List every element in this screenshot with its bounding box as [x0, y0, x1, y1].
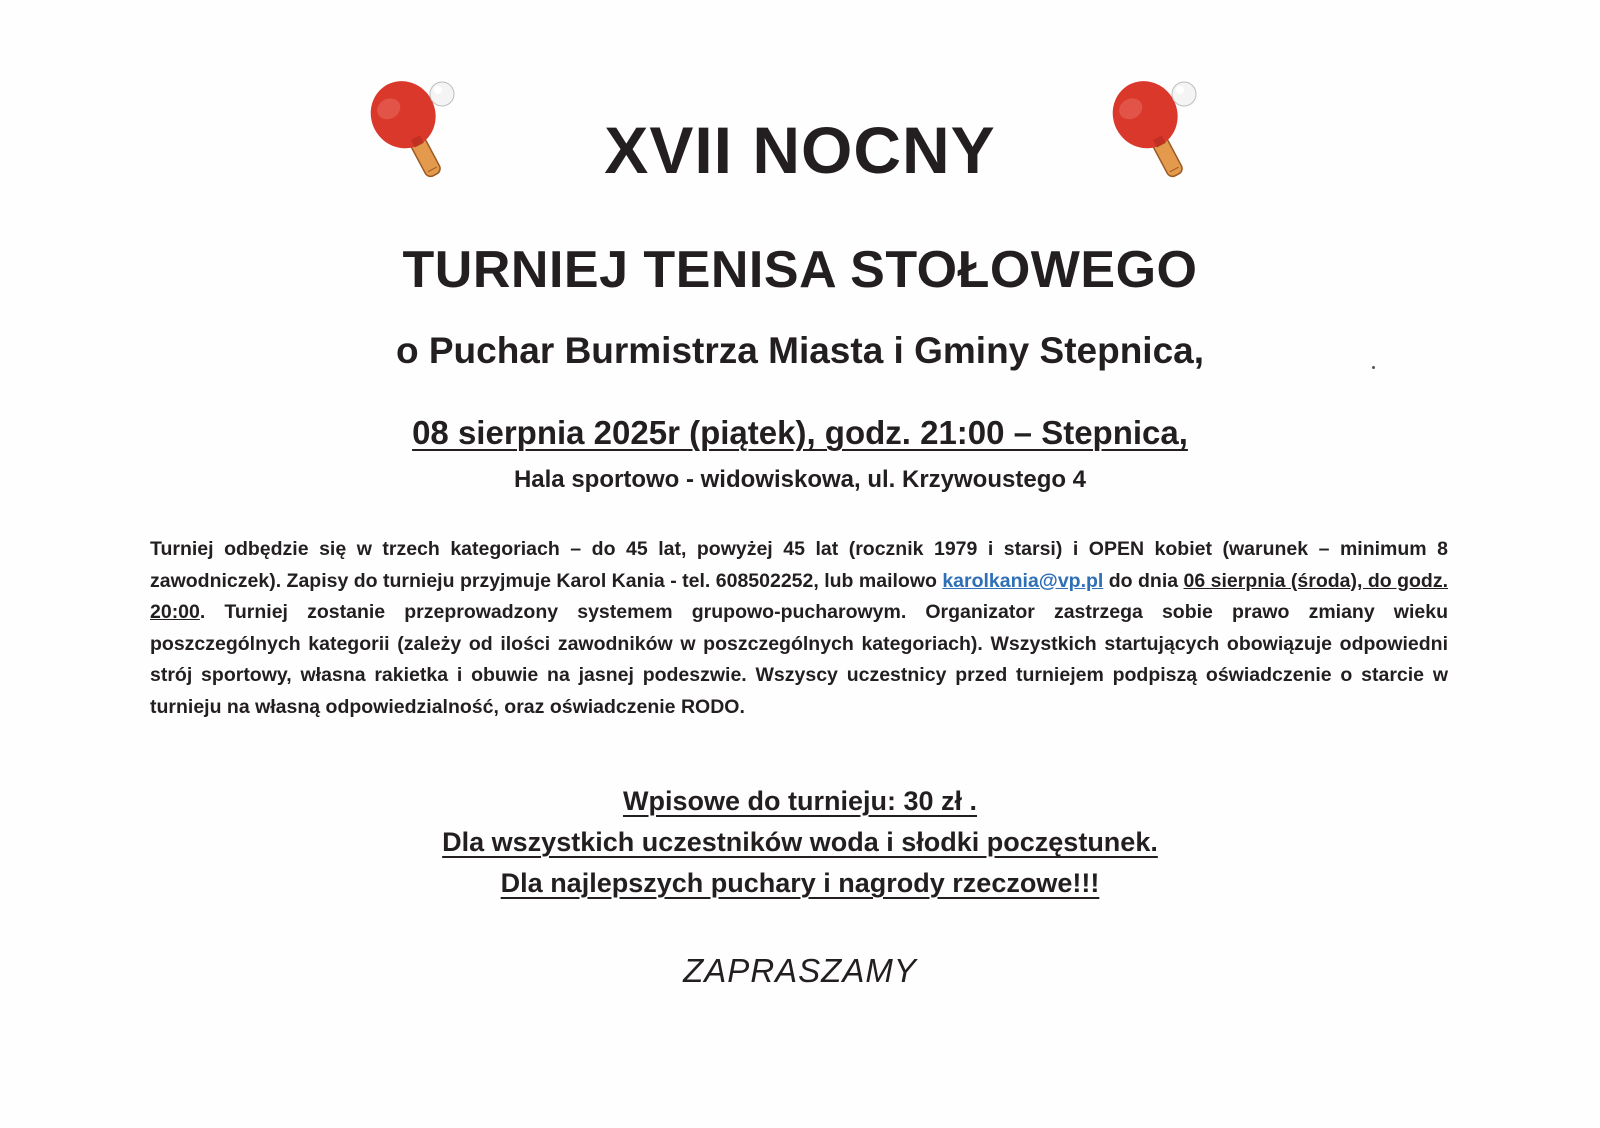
description-part-2: do dnia — [1103, 569, 1184, 592]
invitation-text: ZAPRASZAMY — [683, 952, 917, 989]
poster-subtitle: TURNIEJ TENISA STOŁOWEGO — [402, 241, 1198, 299]
registration-deadline: 06 sierpnia (środa), do godz. 20:00 — [150, 569, 1448, 623]
event-venue: Hala sportowo - widowiskowa, ul. Krzywoustego 4 — [513, 466, 1087, 493]
event-date-text: 08 sierpnia 2025r (piątek), godz. 21:00 – Stepnica, — [412, 414, 1188, 451]
prizes-note — [0, 868, 1600, 899]
description-part-1: Turniej odbędzie się w trzech kategoriach – do 45 lat, powyżej 45 lat (rocznik 1979 i starsi) i OPEN kobiet (warunek – minimum 8 zawodniczek). Zapisy do turnieju przyjmuje Karol Kania - tel. 608502252, lub mailowo — [150, 538, 1448, 592]
refreshments-text: Dla wszystkich uczestników woda i słodki poczęstunek. — [442, 827, 1158, 857]
scan-speck — [1372, 366, 1375, 369]
tournament-description — [150, 534, 1448, 723]
entry-fee-text: Wpisowe do turnieju: 30 zł . — [622, 786, 978, 816]
poster-title: XVII NOCNY — [604, 113, 996, 187]
entry-fee — [0, 786, 1600, 817]
contact-email-link[interactable]: karolkania@vp.pl — [942, 569, 1104, 592]
cup-title: o Puchar Burmistrza Miasta i Gminy Stepnica, — [395, 330, 1205, 371]
description-part-3: . Turniej zostanie przeprowadzony systemem grupowo-pucharowym. Organizator zastrzega sobie prawo zmiany wieku poszczególnych kategorii (zależy od ilości zawodników w poszczególnych kategoriach). Wszystkich startujących obowiązuje odpowiedni strój sportowy, własna rakietka i obuwie na jasnej podeszwie. Wszyscy uczestnicy przed turniejem podpiszą oświadczenie o starcie w turnieju na własną odpowiedzialność, oraz oświadczenie RODO. — [150, 601, 1448, 718]
prizes-text: Dla najlepszych puchary i nagrody rzeczowe!!! — [500, 868, 1100, 898]
refreshments-note — [0, 827, 1600, 858]
event-date — [0, 414, 1600, 452]
